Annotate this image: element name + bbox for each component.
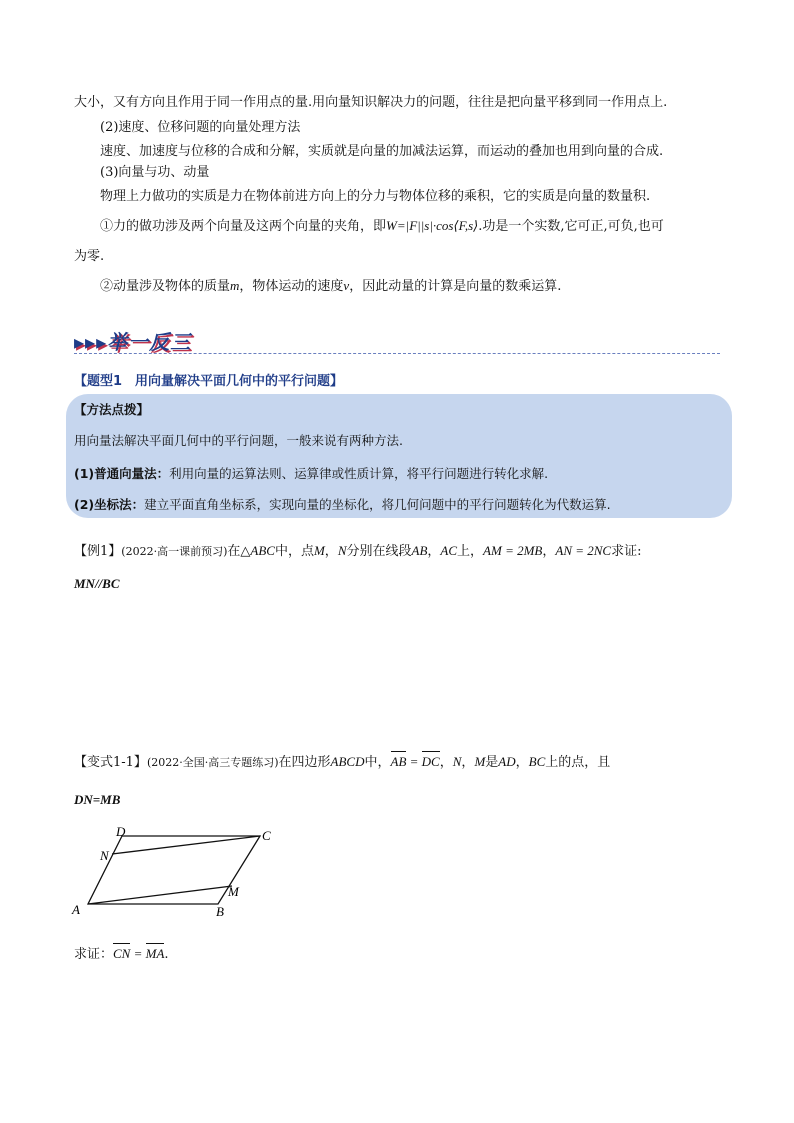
example-1-text-b: 中，点 — [274, 544, 314, 559]
method-line-3-label: (2)坐标法： — [74, 497, 145, 512]
example-1-text-e: 求证: — [611, 544, 642, 559]
example-1-segment-ab: AB — [411, 543, 428, 558]
example-1-line — [74, 542, 642, 561]
label-c: C — [262, 828, 271, 843]
variant-1-1-eq-2: = — [130, 946, 146, 961]
variant-1-1-dot: . — [164, 947, 169, 962]
variant-1-1-vec-ab: AB — [390, 754, 407, 769]
variant-1-1-vec-ma: MA — [145, 946, 165, 961]
section-divider — [74, 353, 720, 354]
variant-1-1-text-c: ， — [439, 755, 453, 770]
variant-1-1-eq: = — [406, 754, 422, 769]
example-1-text-c: 分别在线段 — [346, 544, 412, 559]
variant-1-1-line — [74, 753, 610, 772]
segment-am — [88, 886, 232, 904]
intro-item-2-title: (2)速度、位移问题的向量处理方法 — [100, 120, 301, 135]
method-line-1: 用向量法解决平面几何中的平行问题，一般来说有两种方法. — [74, 433, 403, 448]
momentum-text-c: ，因此动量的计算是向量的数乘运算. — [349, 279, 562, 294]
variant-1-1-prove-line — [74, 945, 169, 964]
variant-1-1-point-n: N — [452, 754, 462, 769]
variant-1-1-condition: DN=MB — [74, 792, 121, 807]
intro-line-1: 大小，又有方向且作用于同一作用点的量.用向量知识解决力的问题，往往是把向量平移到同一作用点上. — [74, 95, 668, 110]
example-1-eq-1: AM = 2MB — [483, 543, 543, 558]
momentum-m: m — [230, 278, 240, 293]
label-b: B — [216, 904, 224, 918]
momentum-v: v — [343, 278, 350, 293]
example-1-label: 【例1】 — [74, 544, 122, 559]
example-1-text-d: 上， — [457, 544, 484, 559]
variant-1-1-label: 【变式1-1】 — [74, 755, 147, 770]
variant-1-1-source: (2022·全国·高三专题练习) — [146, 756, 279, 769]
variant-1-1-text-g: 上的点，且 — [545, 755, 611, 770]
momentum-text-b: ，物体运动的速度 — [239, 279, 344, 294]
example-1-point-m: M — [313, 543, 325, 558]
example-1-eq-2: AN = 2NC — [555, 543, 612, 558]
banner-title: ▸▸▸举一反三 — [74, 330, 192, 354]
variant-1-1-segment-bc: BC — [528, 754, 546, 769]
parallelogram-figure — [66, 822, 286, 918]
work-formula: W=|F||s|·cos⟨F,s⟩ — [386, 218, 479, 233]
intro-item-3-title: (3)向量与功、动量 — [100, 165, 210, 180]
example-1-source: (2022·高一课前预习) — [121, 545, 228, 558]
variant-1-1-vec-cn: CN — [113, 946, 131, 961]
segment-cn — [112, 836, 260, 854]
momentum-text-a: ②动量涉及物体的质量 — [100, 279, 231, 294]
label-m: M — [228, 884, 239, 899]
intro-work-line-cont: 为零. — [74, 249, 105, 264]
example-1-segment-ac: AC — [440, 543, 458, 558]
method-line-2-text: 利用向量的运算法则、运算律或性质计算，将平行问题进行转化求解. — [169, 466, 549, 481]
variant-1-1-text-f: ， — [515, 755, 529, 770]
method-line-3-text: 建立平面直角坐标系，实现向量的坐标化，将几何问题中的平行问题转化为代数运算. — [144, 497, 611, 512]
variant-1-1-segment-ad: AD — [498, 754, 516, 769]
intro-item-3-text: 物理上力做功的实质是力在物体前进方向上的分力与物体位移的乘积，它的实质是向量的数量积. — [100, 189, 651, 204]
label-a: A — [72, 902, 80, 917]
question-type-title: 【题型1 用向量解决平面几何中的平行问题】 — [74, 374, 344, 389]
method-line-3 — [74, 496, 611, 514]
example-1-comma-2: ， — [427, 544, 441, 559]
variant-1-1-text-e: 是 — [485, 755, 499, 770]
example-1-point-n: N — [337, 543, 347, 558]
method-line-2-label: (1)普通向量法： — [74, 466, 170, 481]
work-text-b: .功是一个实数,它可正,可负,也可 — [478, 219, 664, 234]
example-1-comma-1: ， — [324, 544, 338, 559]
example-1-conclusion: MN//BC — [74, 576, 120, 591]
intro-momentum-line — [100, 277, 561, 296]
variant-1-1-point-m: M — [474, 754, 486, 769]
example-1-text-a: 在 — [227, 544, 241, 559]
method-header: 【方法点拨】 — [74, 402, 150, 417]
example-1-comma-3: ， — [542, 544, 556, 559]
variant-1-1-text-a: 在四边形 — [278, 755, 331, 770]
intro-work-line — [100, 217, 664, 236]
variant-1-1-vec-dc: DC — [421, 754, 440, 769]
method-line-2 — [74, 465, 548, 483]
label-d: D — [116, 824, 126, 839]
variant-1-1-text-b: 中， — [364, 755, 391, 770]
work-text-a: ①力的做功涉及两个向量及这两个向量的夹角，即 — [100, 219, 387, 234]
variant-1-1-text-d: ， — [461, 755, 475, 770]
variant-1-1-quad: ABCD — [330, 754, 365, 769]
intro-item-2-text: 速度、加速度与位移的合成和分解，实质就是向量的加减法运算，而运动的叠加也用到向量的合成. — [100, 144, 664, 159]
example-1-triangle: △ABC — [240, 543, 275, 558]
variant-1-1-prove-label: 求证： — [74, 947, 114, 962]
label-n: N — [100, 848, 109, 863]
